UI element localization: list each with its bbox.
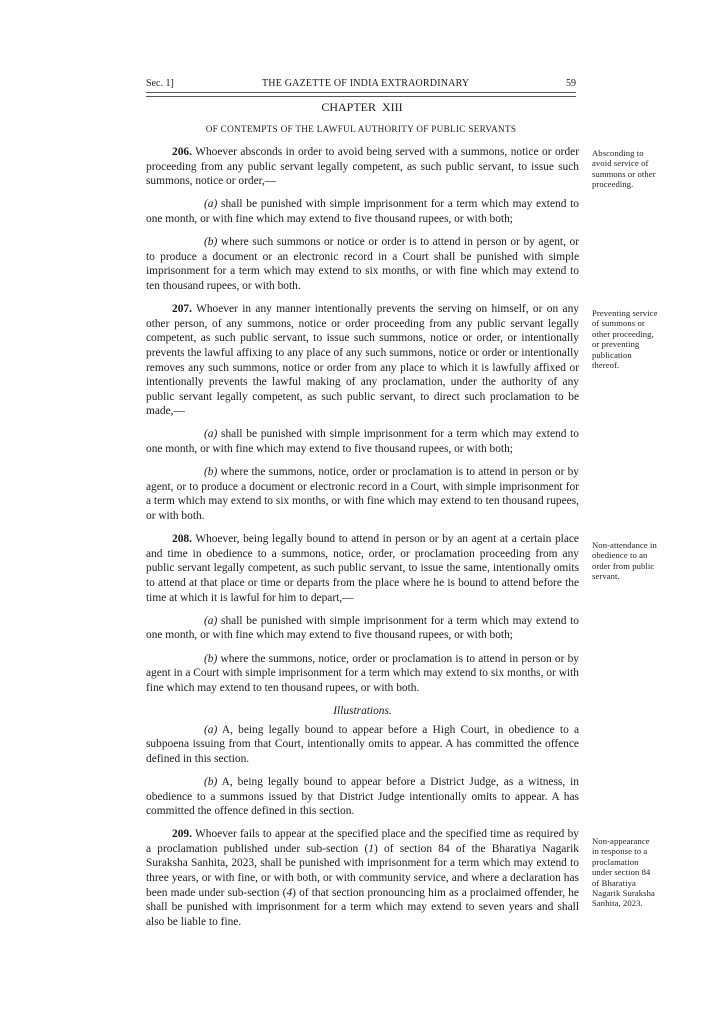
illustration-text: A, being legally bound to appear before a District Judge, as a witness, in obedience to a summons issued by that District Judge intentionally omits to appear. A has committed the offence defined in this section. [146, 775, 579, 818]
section-text: Whoever, being legally bound to attend in person or by an agent at a certain place and time in obedience to a summons, notice, order, or proclamation proceeding from any public servant legally competent, as such public servant, to issue the same, intentionally omits to attend at that place or time or departs from the place where he is bound to attend before the time at which it is lawful for him to depart,— [146, 533, 579, 604]
section-number: 208. [172, 533, 192, 546]
subsection-number: 1 [368, 842, 374, 855]
chapter-subtitle: OF CONTEMPTS OF THE LAWFUL AUTHORITY OF PUBLIC SERVANTS [205, 124, 517, 134]
section-text-part: Whoever fails to appear at the specified place and the specified time as required by a proclamation published under sub-section ( [146, 828, 579, 855]
clause-text: shall be punished with simple imprisonment for a term which may extend to one month, or with fine which may extend to five thousand rupees, or with both; [146, 614, 579, 642]
section-text: Whoever in any manner intentionally prevents the serving on himself, or on any other person, of any summons, notice or order proceeding from any public servant legally competent, as such public servant, to issue such summons, notice or order, or intentionally prevents the lawful affixing to any place of any such summons, notice or order or intentionally removes any such summons, notice or order from any place to which it is lawfully affixed or intentionally prevents the lawful making of any proclamation, under the authority of any public servant legally competent, as such public servant, to direct such proclamation to be made,— [146, 303, 579, 418]
section-206 [146, 145, 579, 189]
section-text: Whoever absconds in order to avoid being served with a summons, notice or order proceeding from any public servant legally competent, as such public servant, to issue such summons, notice or order,— [146, 146, 579, 188]
illustration-text: A, being legally bound to appear before a High Court, in obedience to a subpoena issuing from that Court, intentionally omits to appear. A has committed the offence defined in this section. [146, 723, 580, 765]
clause-label: (b) [204, 466, 218, 479]
illustration-label: (a) [204, 723, 218, 736]
section-number: 207. [172, 303, 192, 316]
section-number: 209. [172, 828, 192, 841]
header-section: Sec. 1] [146, 78, 174, 89]
chapter-number: XIII [382, 100, 403, 114]
clause [146, 652, 579, 696]
clause [146, 427, 579, 456]
section-text-part: ) of section 84 of the Bharatiya Nagarik Suraksha Sanhita, 2023, shall be punished with imprisonment for a term which may extend to three years, or with fine, or with both, or with community service, and where a declaration has been made under sub-section ( [146, 842, 579, 899]
margin-note-206: Absconding to avoid service of summons or other proceeding. [592, 148, 656, 190]
document-body [146, 145, 579, 938]
clause-label: (a) [204, 614, 218, 627]
header-title: THE GAZETTE OF INDIA EXTRAORDINARY [262, 78, 470, 89]
margin-note-209: Non-appearance in response to a proclamation under section 84 of Bharatiya Nagarik Suraksha Sanhita, 2023. [592, 836, 655, 909]
clause [146, 614, 579, 643]
section-number: 206. [172, 146, 192, 158]
illustrations-heading: Illustrations. [333, 704, 392, 717]
margin-note-208: Non-attendance in obedience to an order from public servant. [592, 540, 657, 582]
header-page-number: 59 [566, 78, 576, 89]
clause-text: where such summons or notice or order is to attend in person or by agent, or to produce a document or an electronic record in a Court shall be punished with simple imprisonment for a term which may extend to six months, or with fine which may extend to ten thousand rupees, or with both. [146, 236, 579, 292]
clause-label: (a) [204, 428, 218, 441]
header-rule [146, 92, 576, 97]
clause [146, 465, 579, 523]
clause-text: shall be punished with simple imprisonment for a term which may extend to one month, or with fine which may extend to five thousand rupees, or with both; [146, 198, 579, 225]
page-header [146, 76, 576, 92]
section-209 [146, 827, 579, 929]
clause-label: (b) [204, 652, 218, 665]
clause-text: where the summons, notice, order or proclamation is to attend in person or by agent in a Court with simple imprisonment for a term which may extend to six months, or with fine which may extend to ten thousand rupees, or with both. [146, 652, 579, 694]
illustration [146, 723, 579, 767]
clause [146, 235, 579, 293]
margin-note-207: Preventing service of summons or other proceeding, or preventing publication thereof. [592, 308, 658, 371]
section-207 [146, 302, 579, 419]
section-208 [146, 532, 579, 605]
illustration-label: (b) [204, 775, 218, 788]
chapter-title [0, 100, 724, 115]
clause [146, 197, 579, 226]
clause-text: shall be punished with simple imprisonment for a term which may extend to one month, or with fine which may extend to five thousand rupees, or with both; [146, 428, 579, 456]
subsection-number: 4 [286, 886, 293, 899]
clause-text: where the summons, notice, order or proclamation is to attend in person or by agent, or to produce a document or electronic record in a Court, with simple imprisonment for a term which may extend to six months, or with fine which may extend to ten thousand rupees, or with both. [146, 466, 579, 523]
section-text-part: ) of that section pronouncing him as a proclaimed offender, he shall be punished with imprisonment for a term which may extend to seven years and shall also be liable to fine. [146, 886, 579, 928]
illustration [146, 775, 579, 819]
chapter-label: CHAPTER [321, 100, 377, 114]
clause-label: (a) [204, 198, 218, 211]
clause-label: (b) [204, 236, 218, 249]
